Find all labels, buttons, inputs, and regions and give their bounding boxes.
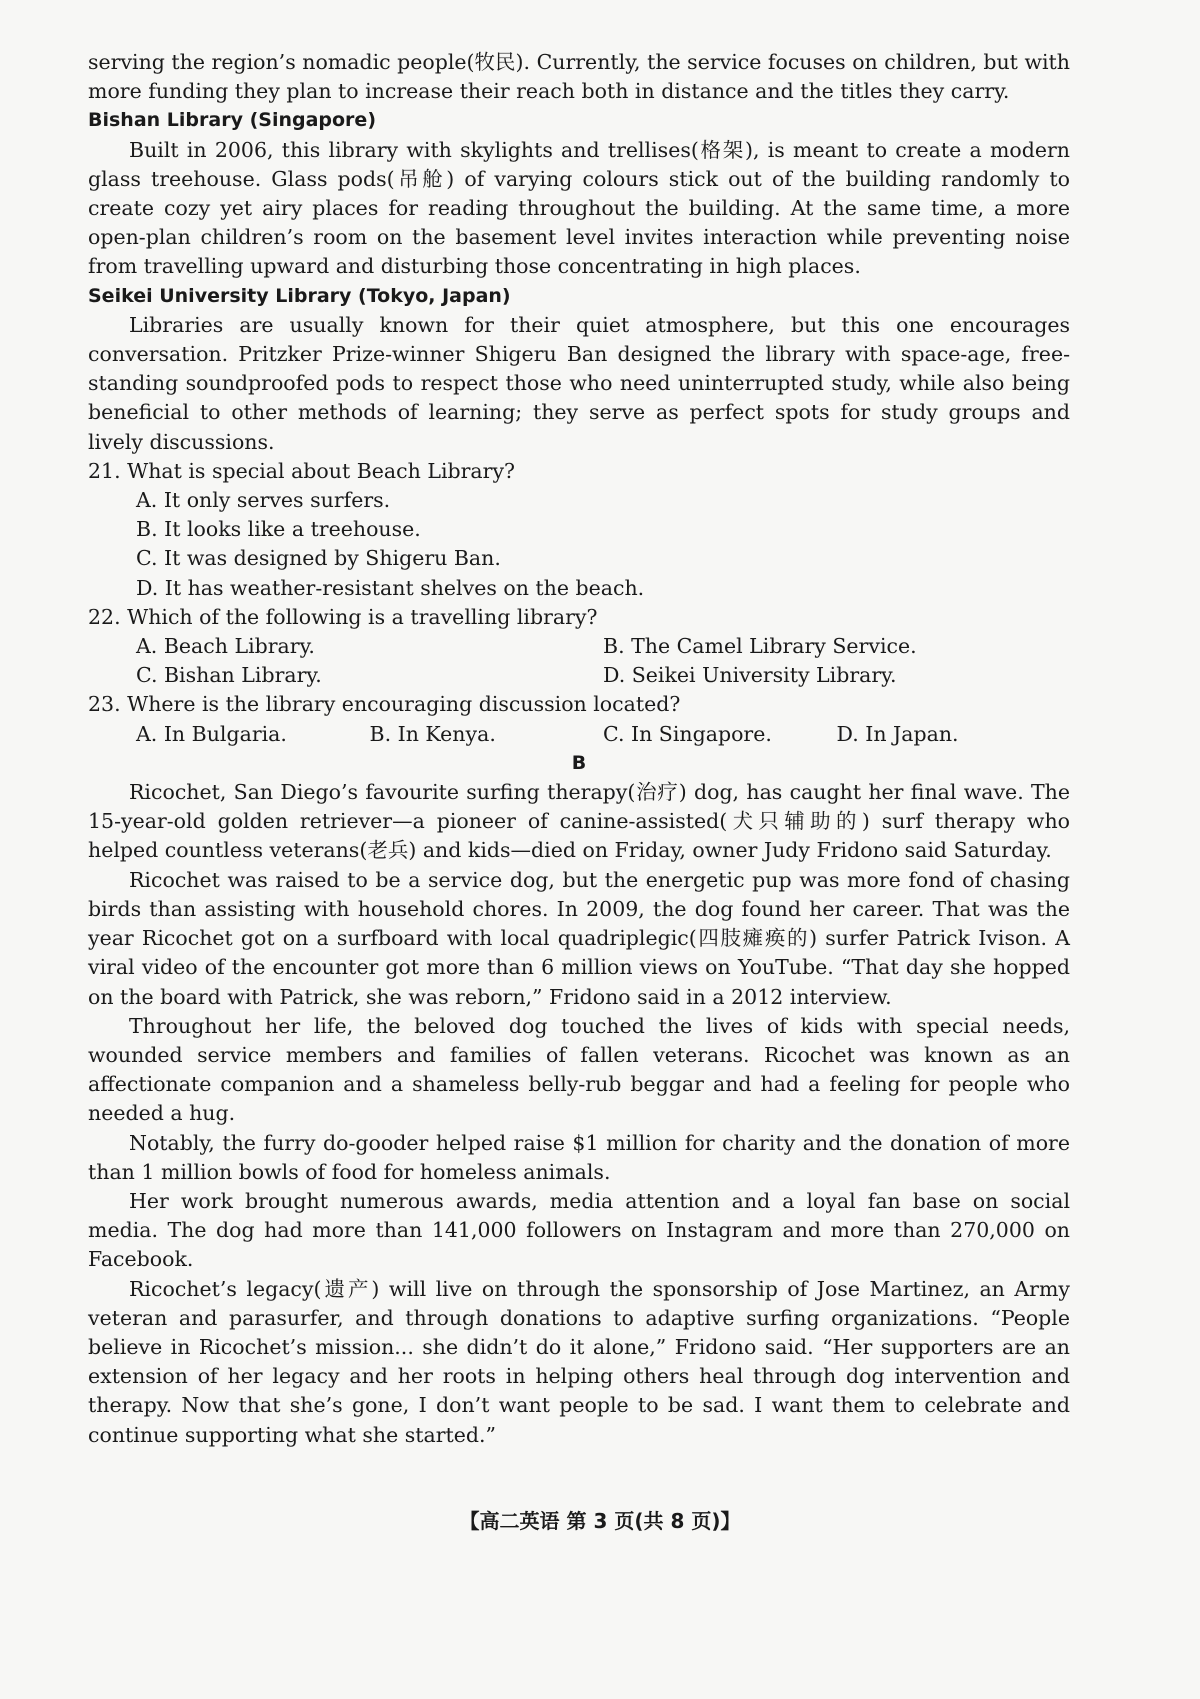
question-21 <box>88 457 1070 603</box>
question-22-options-row-2 <box>88 661 1070 690</box>
question-21-option-d: D. It has weather-resistant shelves on the beach. <box>136 575 645 600</box>
question-21-option-b: B. It looks like a treehouse. <box>136 517 421 542</box>
passage-b-label: B <box>571 751 587 774</box>
seikei-library-heading: Seikei University Library (Tokyo, Japan) <box>88 284 511 307</box>
question-22-option-d: D. Seikei University Library. <box>603 663 897 688</box>
passage-b-paragraph-1: Ricochet, San Diego’s favourite surfing therapy(治疗) dog, has caught her final wave. The 15-year-old golden retriever—a pioneer of canine-assisted(犬只辅助的) surf therapy who helped countless veterans(老兵) and kids—died on Friday, owner Judy Fridono said Saturday. <box>88 780 1070 863</box>
question-21-option-a: A. It only serves surfers. <box>136 488 391 513</box>
passage-b-paragraph-6: Ricochet’s legacy(遗产) will live on through the sponsorship of Jose Martinez, an Army veteran and parasurfer, and through donations to adaptive surfing organizations. “People believe in Ricochet’s mission... she didn’t do it alone,” Fridono said. “Her supporters are an extension of her legacy and her roots in helping others heal through dog intervention and therapy. Now that she’s gone, I don’t want people to be sad. I want them to celebrate and continue supporting what she started.” <box>88 1276 1070 1447</box>
question-22-option-b: B. The Camel Library Service. <box>603 634 917 659</box>
question-22-option-c: C. Bishan Library. <box>136 663 322 688</box>
passage-b-paragraph-3: Throughout her life, the beloved dog touched the lives of kids with special needs, wounded service members and families of fallen veterans. Ricochet was known as an affectionate companion and a shameless belly-rub beggar and had a feeling for people who needed a hug. <box>88 1013 1070 1126</box>
bishan-library-heading: Bishan Library (Singapore) <box>88 109 376 132</box>
question-23-options-row <box>88 720 1070 749</box>
passage-b-paragraph-2: Ricochet was raised to be a service dog, but the energetic pup was more fond of chasing birds than assisting with household chores. In 2009, the dog found her career. That was the year Ricochet got on a surfboard with local quadriplegic(四肢瘫痪的) surfer Patrick Ivison. A viral video of the encounter got more than 6 million views on YouTube. “That day she hopped on the board with Patrick, she was reborn,” Fridono said in a 2012 interview. <box>88 867 1070 1009</box>
question-22-stem: 22. Which of the following is a travelling library? <box>88 604 598 629</box>
bishan-library-text: Built in 2006, this library with skylights and trellises(格架), is meant to create a modern glass treehouse. Glass pods(吊舱) of varying colours stick out of the building randomly to create cozy yet airy places for reading throughout the building. At the same time, a more open-plan children’s room on the basement level invites interaction while preventing noise from travelling upward and disturbing those concentrating in high places. <box>88 137 1070 279</box>
question-23-option-a: A. In Bulgaria. <box>136 721 287 746</box>
question-23 <box>88 690 1070 748</box>
question-21-stem: 21. What is special about Beach Library? <box>88 458 516 483</box>
question-22-options-row-1 <box>88 632 1070 661</box>
question-23-option-d: D. In Japan. <box>836 721 959 746</box>
question-21-option-c: C. It was designed by Shigeru Ban. <box>136 546 501 571</box>
camel-library-continuation: serving the region’s nomadic people(牧民). Currently, the service focuses on children, but with more funding they plan to increase their reach both in distance and the titles they carry. <box>88 50 1070 104</box>
question-22-option-a: A. Beach Library. <box>136 634 315 659</box>
question-23-stem: 23. Where is the library encouraging discussion located? <box>88 692 681 717</box>
question-23-option-b: B. In Kenya. <box>369 721 496 746</box>
question-22 <box>88 603 1070 691</box>
passage-b-paragraph-4: Notably, the furry do-gooder helped raise $1 million for charity and the donation of more than 1 million bowls of food for homeless animals. <box>88 1130 1070 1184</box>
question-23-option-c: C. In Singapore. <box>603 721 772 746</box>
page-footer: 【高二英语 第 3 页(共 8 页)】 <box>459 1509 741 1533</box>
seikei-library-text: Libraries are usually known for their quiet atmosphere, but this one encourages conversation. Pritzker Prize-winner Shigeru Ban designed the library with space-age, free-standing soundproofed pods to respect those who need uninterrupted study, while also being beneficial to other methods of learning; they serve as perfect spots for study groups and lively discussions. <box>88 312 1070 454</box>
passage-b-paragraph-5: Her work brought numerous awards, media attention and a loyal fan base on social media. The dog had more than 141,000 followers on Instagram and more than 270,000 on Facebook. <box>88 1188 1070 1272</box>
